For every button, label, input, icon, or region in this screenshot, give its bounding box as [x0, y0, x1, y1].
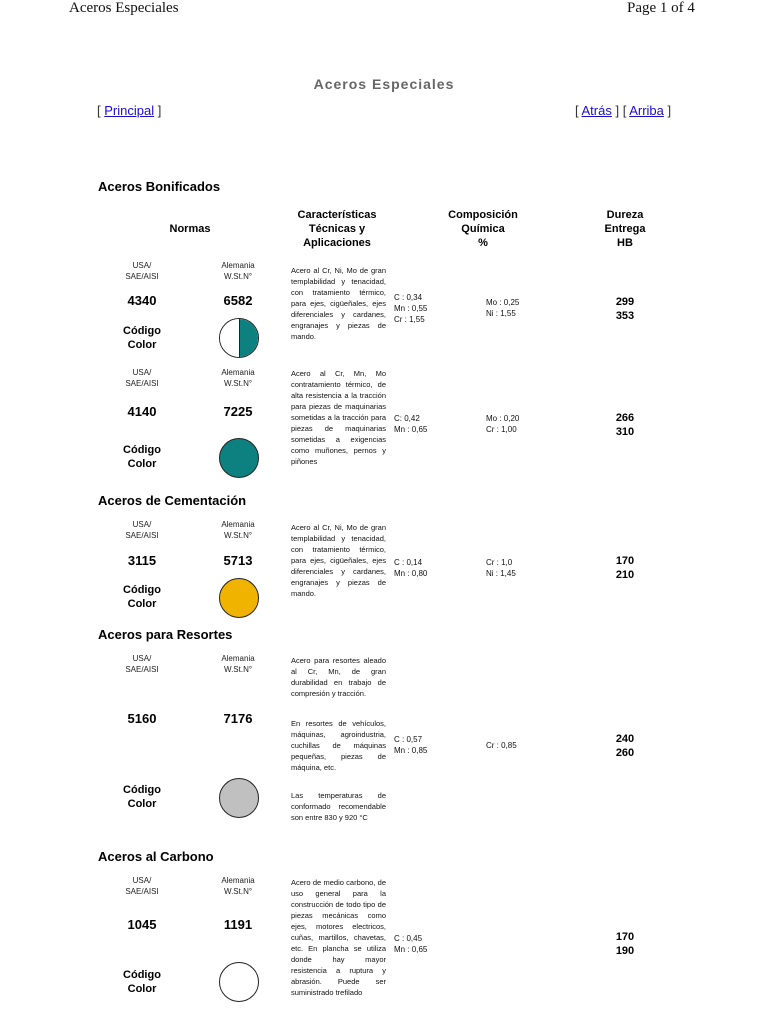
label-alemania: Alemania W.St.N° [221, 261, 255, 281]
hb-5160: 240 260 [615, 733, 635, 759]
hb-4340: 299 353 [615, 296, 635, 322]
section-title-bonificados: Aceros Bonificados [98, 179, 221, 194]
section-title-cementacion: Aceros de Cementación [98, 493, 247, 508]
label-alemania: Alemania W.St.N° [221, 654, 255, 674]
usa-code-4340: 4340 [127, 293, 157, 308]
desc-4140: Acero al Cr, Mn, Mo contratamiento térmico, de alta resistencia a la tracción para piezas de maquinarias sometidas a la tracción para piezas de maquinarias sometidas a exigencias como muñones, pernos y piñones [291, 369, 386, 466]
label-usa: USA/ SAE/AISI [125, 876, 159, 896]
comp-4340-a: C : 0,34 Mn : 0,55 Cr : 1,55 [394, 293, 428, 324]
label-usa: USA/ SAE/AISI [125, 368, 159, 388]
label-codigo-color: Código Color [123, 784, 161, 810]
hb-3115: 170 210 [615, 555, 635, 581]
aleman-code-7225: 7225 [223, 404, 253, 419]
circle-half-left [220, 319, 239, 357]
hb-4140: 266 310 [615, 412, 635, 438]
comp-3115-a: C : 0,14 Mn : 0,80 [394, 558, 428, 578]
label-alemania: Alemania W.St.N° [221, 876, 255, 896]
column-header-caracteristicas: Características Técnicas y Aplicaciones [297, 209, 377, 249]
section-title-carbono: Aceros al Carbono [98, 849, 214, 864]
comp-5160-a: C : 0,57 Mn : 0,85 [394, 735, 428, 755]
label-usa: USA/ SAE/AISI [125, 520, 159, 540]
desc-4340: Acero al Cr, Ni, Mo de gran templabilidad y tenacidad, con tratamiento térmico, para ejes, cigüeñales, ejes diferenciales y cardanes, engranajes y piezas de mando. [291, 266, 386, 341]
arriba-link[interactable]: Arriba [629, 103, 664, 118]
comp-1045-a: C : 0,45 Mn : 0,65 [394, 934, 428, 954]
atras-link[interactable]: Atrás [581, 103, 612, 118]
nav-left: [ Principal ] [97, 103, 162, 118]
comp-4140-b: Mo : 0,20 Cr : 1,00 [486, 414, 520, 434]
label-codigo-color: Código Color [123, 969, 161, 995]
desc-3115: Acero al Cr, Ni, Mo de gran templabilidad y tenacidad, con tratamiento térmico, para ejes, cigüeñales, ejes diferenciales y cardanes, engranajes y piezas de mando. [291, 523, 386, 598]
print-header-title: Aceros Especiales [69, 0, 179, 16]
column-header-dureza: Dureza Entrega HB [604, 209, 646, 249]
label-alemania: Alemania W.St.N° [221, 368, 255, 388]
comp-3115-b: Cr : 1,0 Ni : 1,45 [486, 558, 516, 578]
usa-code-3115: 3115 [127, 553, 157, 568]
column-header-normas: Normas [169, 223, 211, 235]
label-codigo-color: Código Color [123, 325, 161, 351]
label-usa: USA/ SAE/AISI [125, 261, 159, 281]
desc-5160-a: Acero para resortes aleado al Cr, Mn, de gran durabilidad en trabajo de compresión y tracción. [291, 656, 386, 698]
color-code-circle-4140 [219, 438, 259, 478]
section-title-resortes: Aceros para Resortes [98, 627, 233, 642]
color-code-circle-5160 [219, 778, 259, 818]
comp-5160-b: Cr : 0,85 [486, 741, 517, 750]
nav-right: [ Atrás ] [ Arriba ] [575, 103, 672, 118]
comp-4340-b: Mo : 0,25 Ni : 1,55 [486, 298, 520, 318]
page-title: Aceros Especiales [313, 76, 455, 92]
color-code-circle-3115 [219, 578, 259, 618]
label-alemania: Alemania W.St.N° [221, 520, 255, 540]
aleman-code-5713: 5713 [223, 553, 253, 568]
label-codigo-color: Código Color [123, 444, 161, 470]
print-header-page: Page 1 of 4 [627, 0, 695, 16]
comp-4140-a: C: 0,42 Mn : 0,65 [394, 414, 428, 434]
label-codigo-color: Código Color [123, 584, 161, 610]
usa-code-1045: 1045 [127, 917, 157, 932]
column-header-composicion: Composición Química % [448, 209, 518, 249]
hb-1045: 170 190 [615, 931, 635, 957]
aleman-code-6582: 6582 [223, 293, 253, 308]
desc-5160-b: En resortes de vehículos, máquinas, agroindustria, cuchillas de máquinas pequeñas, piezas de máquina, etc. [291, 719, 386, 772]
color-code-circle-1045 [219, 962, 259, 1002]
usa-code-5160: 5160 [127, 711, 157, 726]
aleman-code-7176: 7176 [223, 711, 253, 726]
aleman-code-1191: 1191 [223, 917, 253, 932]
usa-code-4140: 4140 [127, 404, 157, 419]
desc-1045: Acero de medio carbono, de uso general para la construcción de todo tipo de piezas mecánicas como ejes, motores electricos, cuñas, martillos, chavetas, etc. En plancha se utiliza donde hay mayor resistencia a ruptura y abrasión. Puede ser suministrado trefilado [291, 878, 386, 997]
desc-5160-c: Las temperaturas de conformado recomendable son entre 830 y 920 °C [291, 791, 386, 822]
color-code-circle-4340 [219, 318, 259, 358]
principal-link[interactable]: Principal [104, 103, 155, 118]
label-usa: USA/ SAE/AISI [125, 654, 159, 674]
circle-half-right [240, 319, 259, 357]
